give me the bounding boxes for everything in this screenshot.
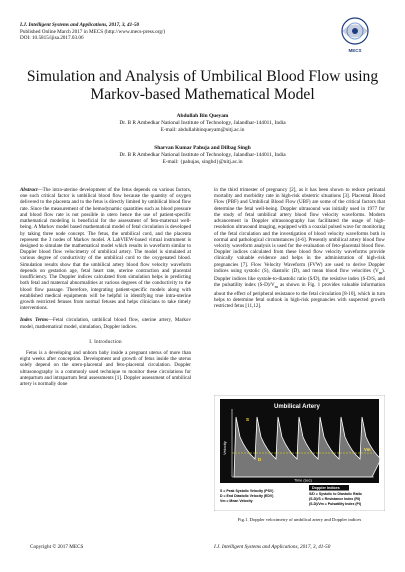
logo-text: MECS bbox=[348, 48, 362, 53]
author-affiliation: Dr. B R Ambedkar National Institute of Technology, Jalandhar-144011, India bbox=[119, 151, 286, 158]
published-line: Published Online March 2017 in MECS (http://www.mecs-press.org/) bbox=[20, 28, 166, 35]
footer-copyright: Copyright © 2017 MECS bbox=[30, 544, 84, 550]
author-email: E-mail: abdullahbinqueyam@nitj.ac.in bbox=[160, 126, 245, 133]
journal-name: I.J. Intelligent Systems and Applications, 2017, 3, 41-50 bbox=[20, 22, 140, 28]
label-vm: Vm bbox=[364, 447, 371, 452]
index-terms-label: Index Terms bbox=[20, 317, 48, 324]
doi-line: DOI: 10.5815/ijisa.2017.03.06 bbox=[20, 35, 84, 42]
left-column bbox=[20, 187, 191, 387]
right-column bbox=[214, 187, 385, 309]
abstract bbox=[20, 187, 191, 311]
figure-title: Umbilical Artery bbox=[274, 404, 320, 410]
right-text-2: ). Doppler indices like systole-to-diastolic ratio (S/D), the resistive index (S-D/S, and the pulsatility index (S-D)/V bbox=[214, 267, 385, 289]
figure-caption: Fig.1. Doppler velocimetry of umbilical artery and Doppler indices bbox=[237, 517, 362, 522]
right-text-1: in the third trimester of pregnancy [2], as it has been shown to reduce perinatal mortality and morbidity rate in high-risk obstetric situations [3]. Placental Blood Flow (PBF) and Umbilical Blood Flow (UBF) are some of the critical factors that determine the fetal well-being. Doppler ultrasound was initially used in 1977 for the study of fetal umbilical artery blood flow velocity waveforms. Modern advancement in Doppler ultrasonography has facilitated the usage of high-resolution ultrasound imaging, equipped with a coaxial pulsed wave for monitoring of the fetal circulation and the investigation of blood velocity waveforms both in normal and pathological circumstances [4-6]. Presently umbilical artery blood flow velocity waveform analysis is used for the evaluation of feto-placental blood flow. Doppler indices calculated from these blood flow velocity waveforms provide clinically valuable evidence and helps in the administration of high-risk pregnancies [7]. Flow Velocity Waveform (FVW) are used to derive Doppler indices using systolic (S), diastolic (D), and mean blood flow velocities (V bbox=[214, 187, 385, 274]
index-terms-text: —Fetal circulation, umbilical blood flow, uterine artery, Markov model, mathematical model, simulation, Doppler indices. bbox=[20, 317, 191, 330]
intro-paragraph: Fetus is a developing and unborn baby inside a pregnant uterus of more than eight weeks after conception. Development and growth of fetus inside the uterus solely depend on the utero-placental and feto-placental circulation. Doppler ultrasonography is a commonly used technique to monitor these circulations for antepartum and intrapartum fetal assessments [1]. Doppler assessment of umbilical artery is normally done bbox=[20, 350, 191, 388]
indices-title: Doppler Indices bbox=[312, 486, 340, 491]
paper-title: Simulation and Analysis of Umbilical Blood Flow using Markov-based Mathematical Model bbox=[26, 68, 379, 103]
legend-item: D = End Diastolic Velocity (EDV) bbox=[220, 494, 274, 498]
right-text-3: as shown in Fig. 1 provides valuable information about the effect of peripheral resistance to the fetal circulation [8-10], which in turn helps to determine fetal outlook in high-risk pregnancies with suspected growth restricted fetus [11,12]. bbox=[214, 282, 385, 309]
index-terms bbox=[20, 317, 191, 329]
legend-item: Vm = Mean Velocity bbox=[220, 499, 253, 503]
subscript-m: m bbox=[274, 284, 278, 290]
x-axis-label: Time (sec) bbox=[294, 478, 312, 483]
figure-umbilical-doppler bbox=[214, 395, 385, 511]
label-d: D bbox=[258, 457, 262, 462]
abstract-text: —The intra-uterine development of the fetus depends on various factors, one such critical factor is umbilical blood flow because the quantity of oxygen delivered to the placenta and to the fetus is directly limited by umbilical blood flow rate. Since the measurement of the hemodynamic quantities such as blood pressure and blood flow rate is not possible in utero hence the use of patient-specific mathematical modeling is beneficial for the assessment of feto-maternal well-being. A Markov model based mathematical model of fetal circulation is developed by taking three node concept. The fetus, the umbilical cord, and the placenta represent the 3 nodes of Markov model. A LabVIEW-based virtual instrument is designed to simulate the mathematical model which results in waveform similar to Doppler blood flow velocimetry of umbilical artery. The model is simulated at various degree of conductivity of the umbilical cord to the oxygenated blood. Simulation results show that the umbilical artery blood flow velocity waveform depends on gestation age, fetal heart rate, uterine contraction and placental insufficiency. The Doppler indices calculated from simulation helps in predicting both fetal and maternal abnormalities at various degrees of the conductivity to the blood flow passage. Therefore, integrating patient-specific models along with established medical equipments will be helpful in identifying true intra-uterine growth restricted fetuses from normal fetuses and helps clinicians to take timely interventions. bbox=[20, 187, 191, 312]
author-email: E-mail: {pahujas, singhd}@nitj.ac.in bbox=[162, 158, 243, 165]
label-s: S bbox=[246, 417, 250, 422]
abstract-label: Abstract bbox=[20, 187, 38, 193]
author-name: Abdullah Bin Queyam bbox=[176, 113, 229, 119]
right-paragraph bbox=[214, 187, 385, 309]
journal-header bbox=[20, 22, 165, 42]
author-affiliation: Dr. B R Ambedkar National Institute of Technology, Jalandhar-144011, India bbox=[119, 119, 286, 126]
index-item: (S-D)/Vm = Pulsatility Index (PI) bbox=[309, 502, 362, 506]
index-item: S/D = Systolic to Diastolic Ratio bbox=[309, 492, 362, 496]
mecs-logo bbox=[330, 14, 380, 48]
author-block-1 bbox=[20, 113, 385, 134]
subscript-m: m bbox=[378, 269, 383, 275]
author-block-2 bbox=[20, 145, 385, 166]
index-item: (S-D)/S = Resistance Index (RI) bbox=[309, 497, 361, 501]
legend-item: S = Peak Systolic Velocity (PSV) bbox=[220, 489, 274, 493]
author-name: Sharvan Kumar Pahuja and Dilbag Singh bbox=[154, 145, 251, 151]
y-axis-label: Velocity bbox=[222, 441, 227, 455]
section-heading-intro: I. Introduction bbox=[89, 338, 122, 345]
footer-journal: I.J. Intelligent Systems and Applications, 2017, 3, 41-50 bbox=[214, 544, 331, 550]
